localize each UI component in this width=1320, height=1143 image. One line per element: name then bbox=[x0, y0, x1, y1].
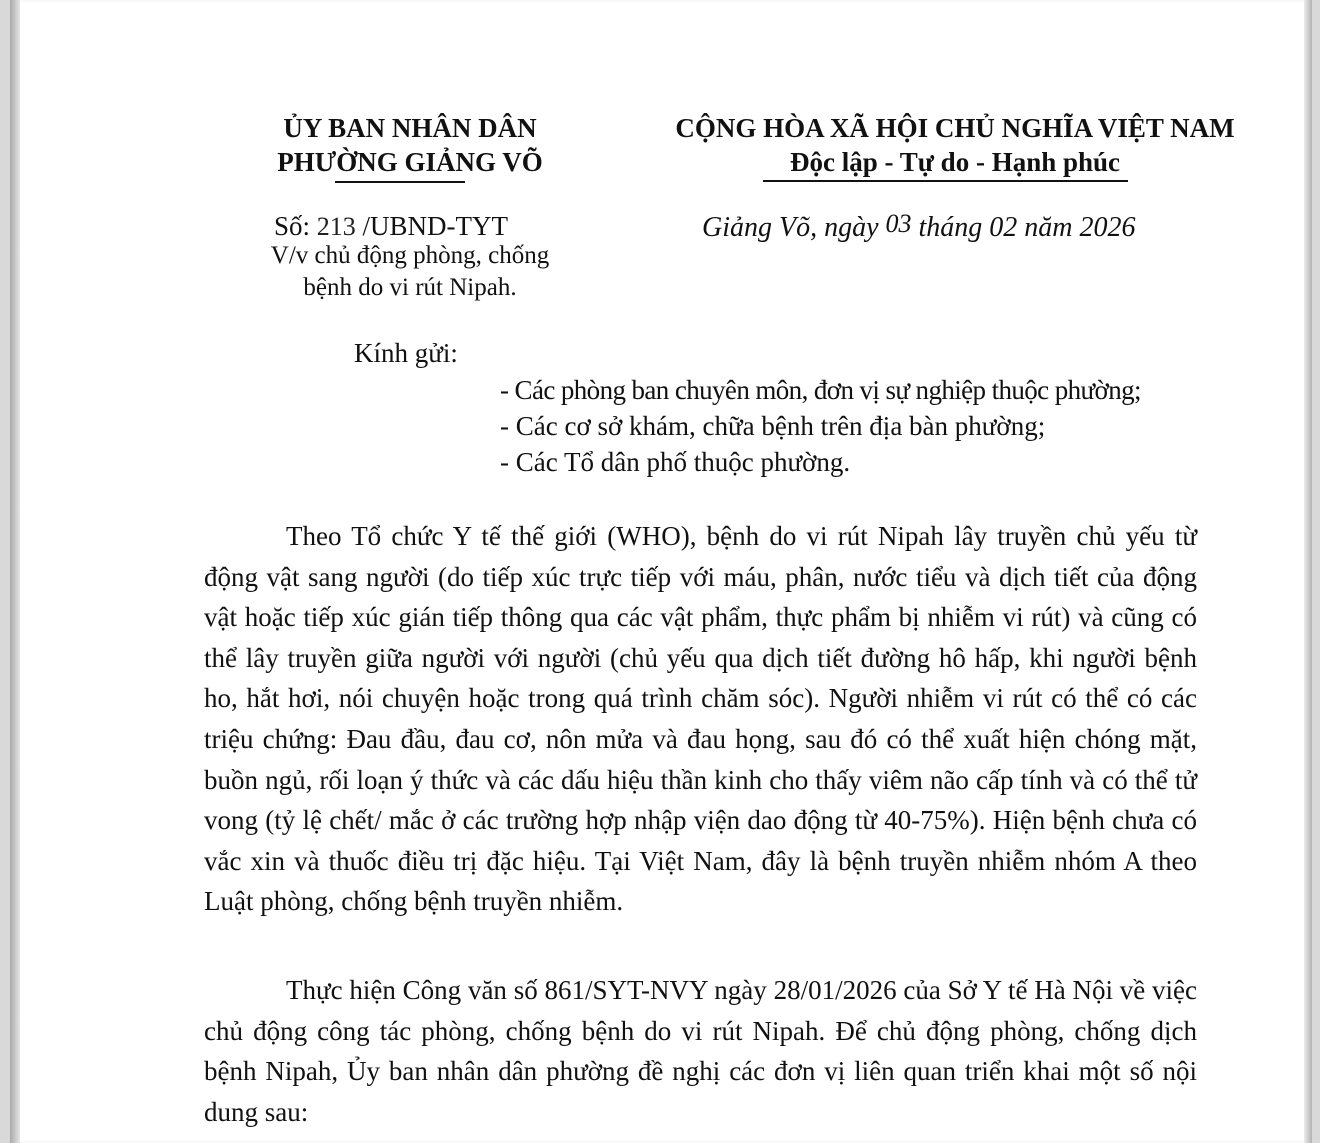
issuer-line1: ỦY BAN NHÂN DÂN bbox=[283, 113, 537, 143]
subject-line2: bệnh do vi rút Nipah. bbox=[303, 274, 517, 301]
national-title: CỘNG HÒA XÃ HỘI CHỦ NGHĨA VIỆT NAM bbox=[675, 113, 1235, 143]
recipient-item: - Các Tổ dân phố thuộc phường. bbox=[500, 447, 851, 477]
number-prefix: Số: bbox=[274, 211, 311, 241]
date-suffix: tháng 02 năm 2026 bbox=[918, 212, 1136, 243]
issuer-line2: PHƯỜNG GIẢNG VÕ bbox=[277, 147, 543, 177]
issuer-underline bbox=[335, 181, 465, 183]
recipients-label: Kính gửi: bbox=[354, 338, 458, 368]
recipient-item: - Các phòng ban chuyên môn, đơn vị sự nghiệp thuộc phường; bbox=[500, 375, 1141, 405]
number-suffix: /UBND-TYT bbox=[362, 211, 509, 241]
page-left-edge bbox=[10, 0, 20, 1143]
number-value: 213 bbox=[316, 212, 356, 241]
recipient-item: - Các cơ sở khám, chữa bệnh trên địa bàn phường; bbox=[500, 411, 1046, 441]
page-right-edge bbox=[1304, 0, 1312, 1143]
subject-line1: V/v chủ động phòng, chống bbox=[270, 242, 550, 269]
motto-underline bbox=[763, 180, 1128, 182]
body-paragraph-1: Theo Tổ chức Y tế thế giới (WHO), bệnh do vi rút Nipah lây truyền chủ yếu từ động vật sang người (do tiếp xúc trực tiếp với máu, phân, nước tiểu và dịch tiết của động vật hoặc tiếp xúc gián tiếp thông qua các vật phẩm, thực phẩm bị nhiễm vi rút) và cũng có thể lây truyền giữa người với người (chủ yếu qua dịch tiết đường hô hấp, khi người bệnh ho, hắt hơi, nói chuyện hoặc trong quá trình chăm sóc). Người nhiễm vi rút có thể có các triệu chứng: Đau đầu, đau cơ, nôn mửa và đau họng, sau đó có thể xuất hiện chóng mặt, buồn ngủ, rối loạn ý thức và các dấu hiệu thần kinh cho thấy viêm não cấp tính và có thể tử vong (tỷ lệ chết/ mắc ở các trường hợp nhập viện dao động từ 40-75%). Hiện bệnh chưa có vắc xin và thuốc điều trị đặc hiệu. Tại Việt Nam, đây là bệnh truyền nhiễm nhóm A theo Luật phòng, chống bệnh truyền nhiễm. bbox=[204, 521, 1197, 917]
date-day: 03 bbox=[885, 209, 912, 238]
document-page bbox=[10, 0, 1312, 1143]
date-prefix: Giảng Võ, ngày bbox=[702, 212, 879, 243]
body-paragraph-2: Thực hiện Công văn số 861/SYT-NVY ngày 28/01/2026 của Sở Y tế Hà Nội về việc chủ động công tác phòng, chống bệnh do vi rút Nipah. Để chủ động phòng, chống dịch bệnh Nipah, Ủy ban nhân dân phường đề nghị các đơn vị liên quan triển khai một số nội dung sau: bbox=[204, 975, 1197, 1127]
national-motto: Độc lập - Tự do - Hạnh phúc bbox=[789, 147, 1121, 177]
document-date bbox=[702, 209, 1136, 244]
